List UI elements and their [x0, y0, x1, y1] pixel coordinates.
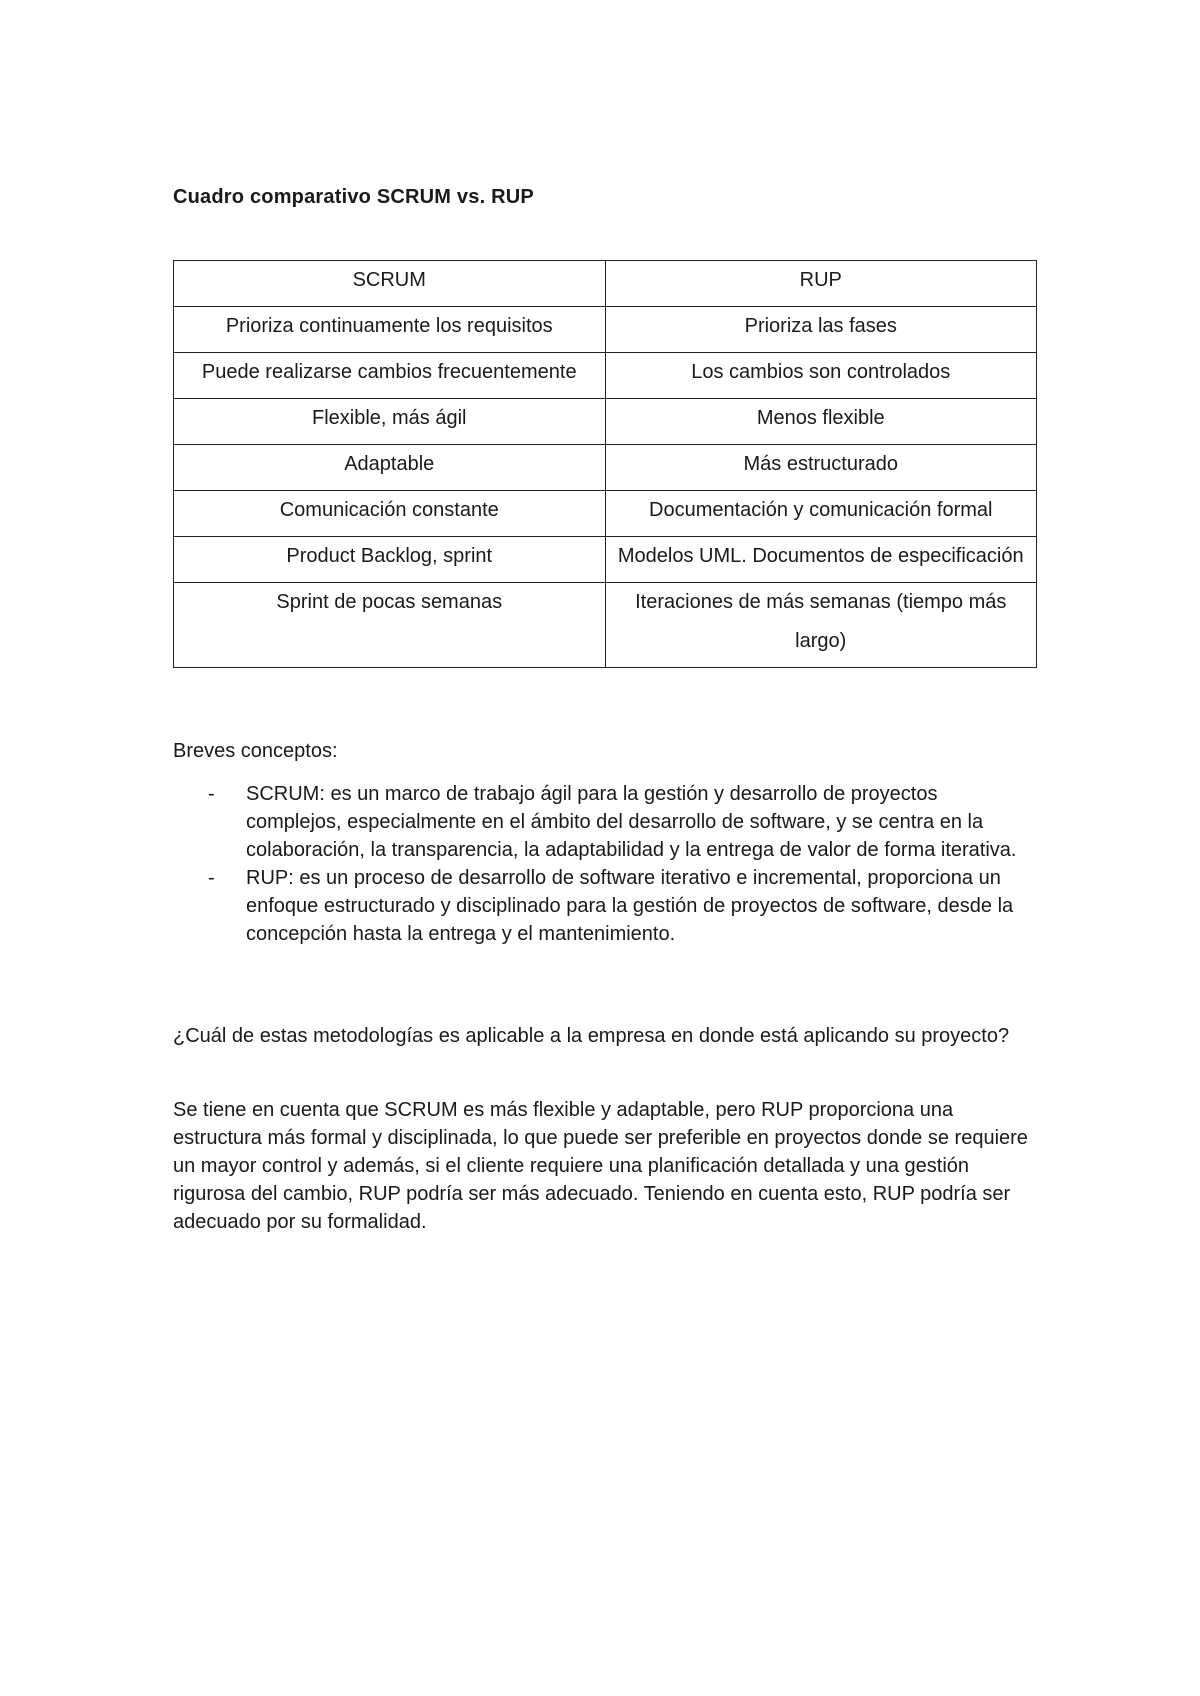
answer-paragraph: Se tiene en cuenta que SCRUM es más flexible y adaptable, pero RUP proporciona una estructura más formal y disciplinada, lo que puede ser preferible en proyectos donde se requiere un mayor control y además, si el cliente requiere una planificación detallada y una gestión rigurosa del cambio, RUP podría ser más adecuado. Teniendo en cuenta esto, RUP podría ser adecuado por su formalidad.	[173, 1099, 1028, 1233]
cell-rup: Menos flexible	[756, 407, 885, 429]
table-header-row	[174, 261, 1037, 307]
table-cell	[174, 491, 606, 537]
comparison-table	[173, 260, 1037, 668]
table-cell	[174, 399, 606, 445]
table-row	[174, 583, 1037, 668]
concepts-list	[173, 780, 1033, 948]
table-cell	[605, 583, 1037, 668]
cell-scrum: Prioriza continuamente los requisitos	[225, 315, 553, 337]
cell-scrum: Sprint de pocas semanas	[276, 591, 503, 613]
cell-rup: Más estructurado	[743, 453, 898, 475]
cell-rup: Prioriza las fases	[744, 315, 897, 337]
table-row	[174, 537, 1037, 583]
table-cell	[174, 445, 606, 491]
table-cell	[174, 583, 606, 668]
document-title: Cuadro comparativo SCRUM vs. RUP	[173, 186, 534, 208]
table-cell	[605, 445, 1037, 491]
table-header-cell	[174, 261, 606, 307]
list-item	[173, 780, 1033, 864]
table-header-cell	[605, 261, 1037, 307]
list-item	[173, 864, 1033, 948]
cell-scrum: Comunicación constante	[279, 499, 499, 521]
cell-rup: Iteraciones de más semanas (tiempo más largo)	[635, 591, 1007, 652]
table-row	[174, 307, 1037, 353]
cell-scrum: Adaptable	[344, 453, 435, 475]
table-cell	[605, 353, 1037, 399]
cell-rup: Modelos UML. Documentos de especificación	[617, 545, 1024, 567]
table-cell	[174, 307, 606, 353]
header-scrum: SCRUM	[352, 269, 426, 291]
table-cell	[174, 537, 606, 583]
table-cell	[174, 353, 606, 399]
table-cell	[605, 491, 1037, 537]
question-paragraph: ¿Cuál de estas metodologías es aplicable a la empresa en donde está aplicando su proyecto?	[173, 1025, 1010, 1047]
table-row	[174, 399, 1037, 445]
concepts-heading: Breves conceptos:	[173, 740, 338, 762]
header-rup: RUP	[799, 269, 842, 291]
cell-scrum: Puede realizarse cambios frecuentemente	[201, 361, 577, 383]
table-cell	[605, 399, 1037, 445]
bullet-dash: -	[208, 867, 215, 889]
concept-scrum: SCRUM: es un marco de trabajo ágil para la gestión y desarrollo de proyectos complejos, especialmente en el ámbito del desarrollo de software, y se centra en la colaboración, la transparencia, la adaptabilidad y la entrega de valor de forma iterativa.	[246, 783, 1017, 861]
table-row	[174, 353, 1037, 399]
concept-rup: RUP: es un proceso de desarrollo de software iterativo e incremental, proporciona un enfoque estructurado y disciplinado para la gestión de proyectos de software, desde la concepción hasta la entrega y el mantenimiento.	[246, 867, 1014, 945]
cell-scrum: Flexible, más ágil	[311, 407, 467, 429]
table-cell	[605, 537, 1037, 583]
cell-scrum: Product Backlog, sprint	[286, 545, 493, 567]
table-row	[174, 445, 1037, 491]
cell-rup: Los cambios son controlados	[691, 361, 951, 383]
table-cell	[605, 307, 1037, 353]
bullet-dash: -	[208, 783, 215, 805]
cell-rup: Documentación y comunicación formal	[649, 499, 993, 521]
table-row	[174, 491, 1037, 537]
